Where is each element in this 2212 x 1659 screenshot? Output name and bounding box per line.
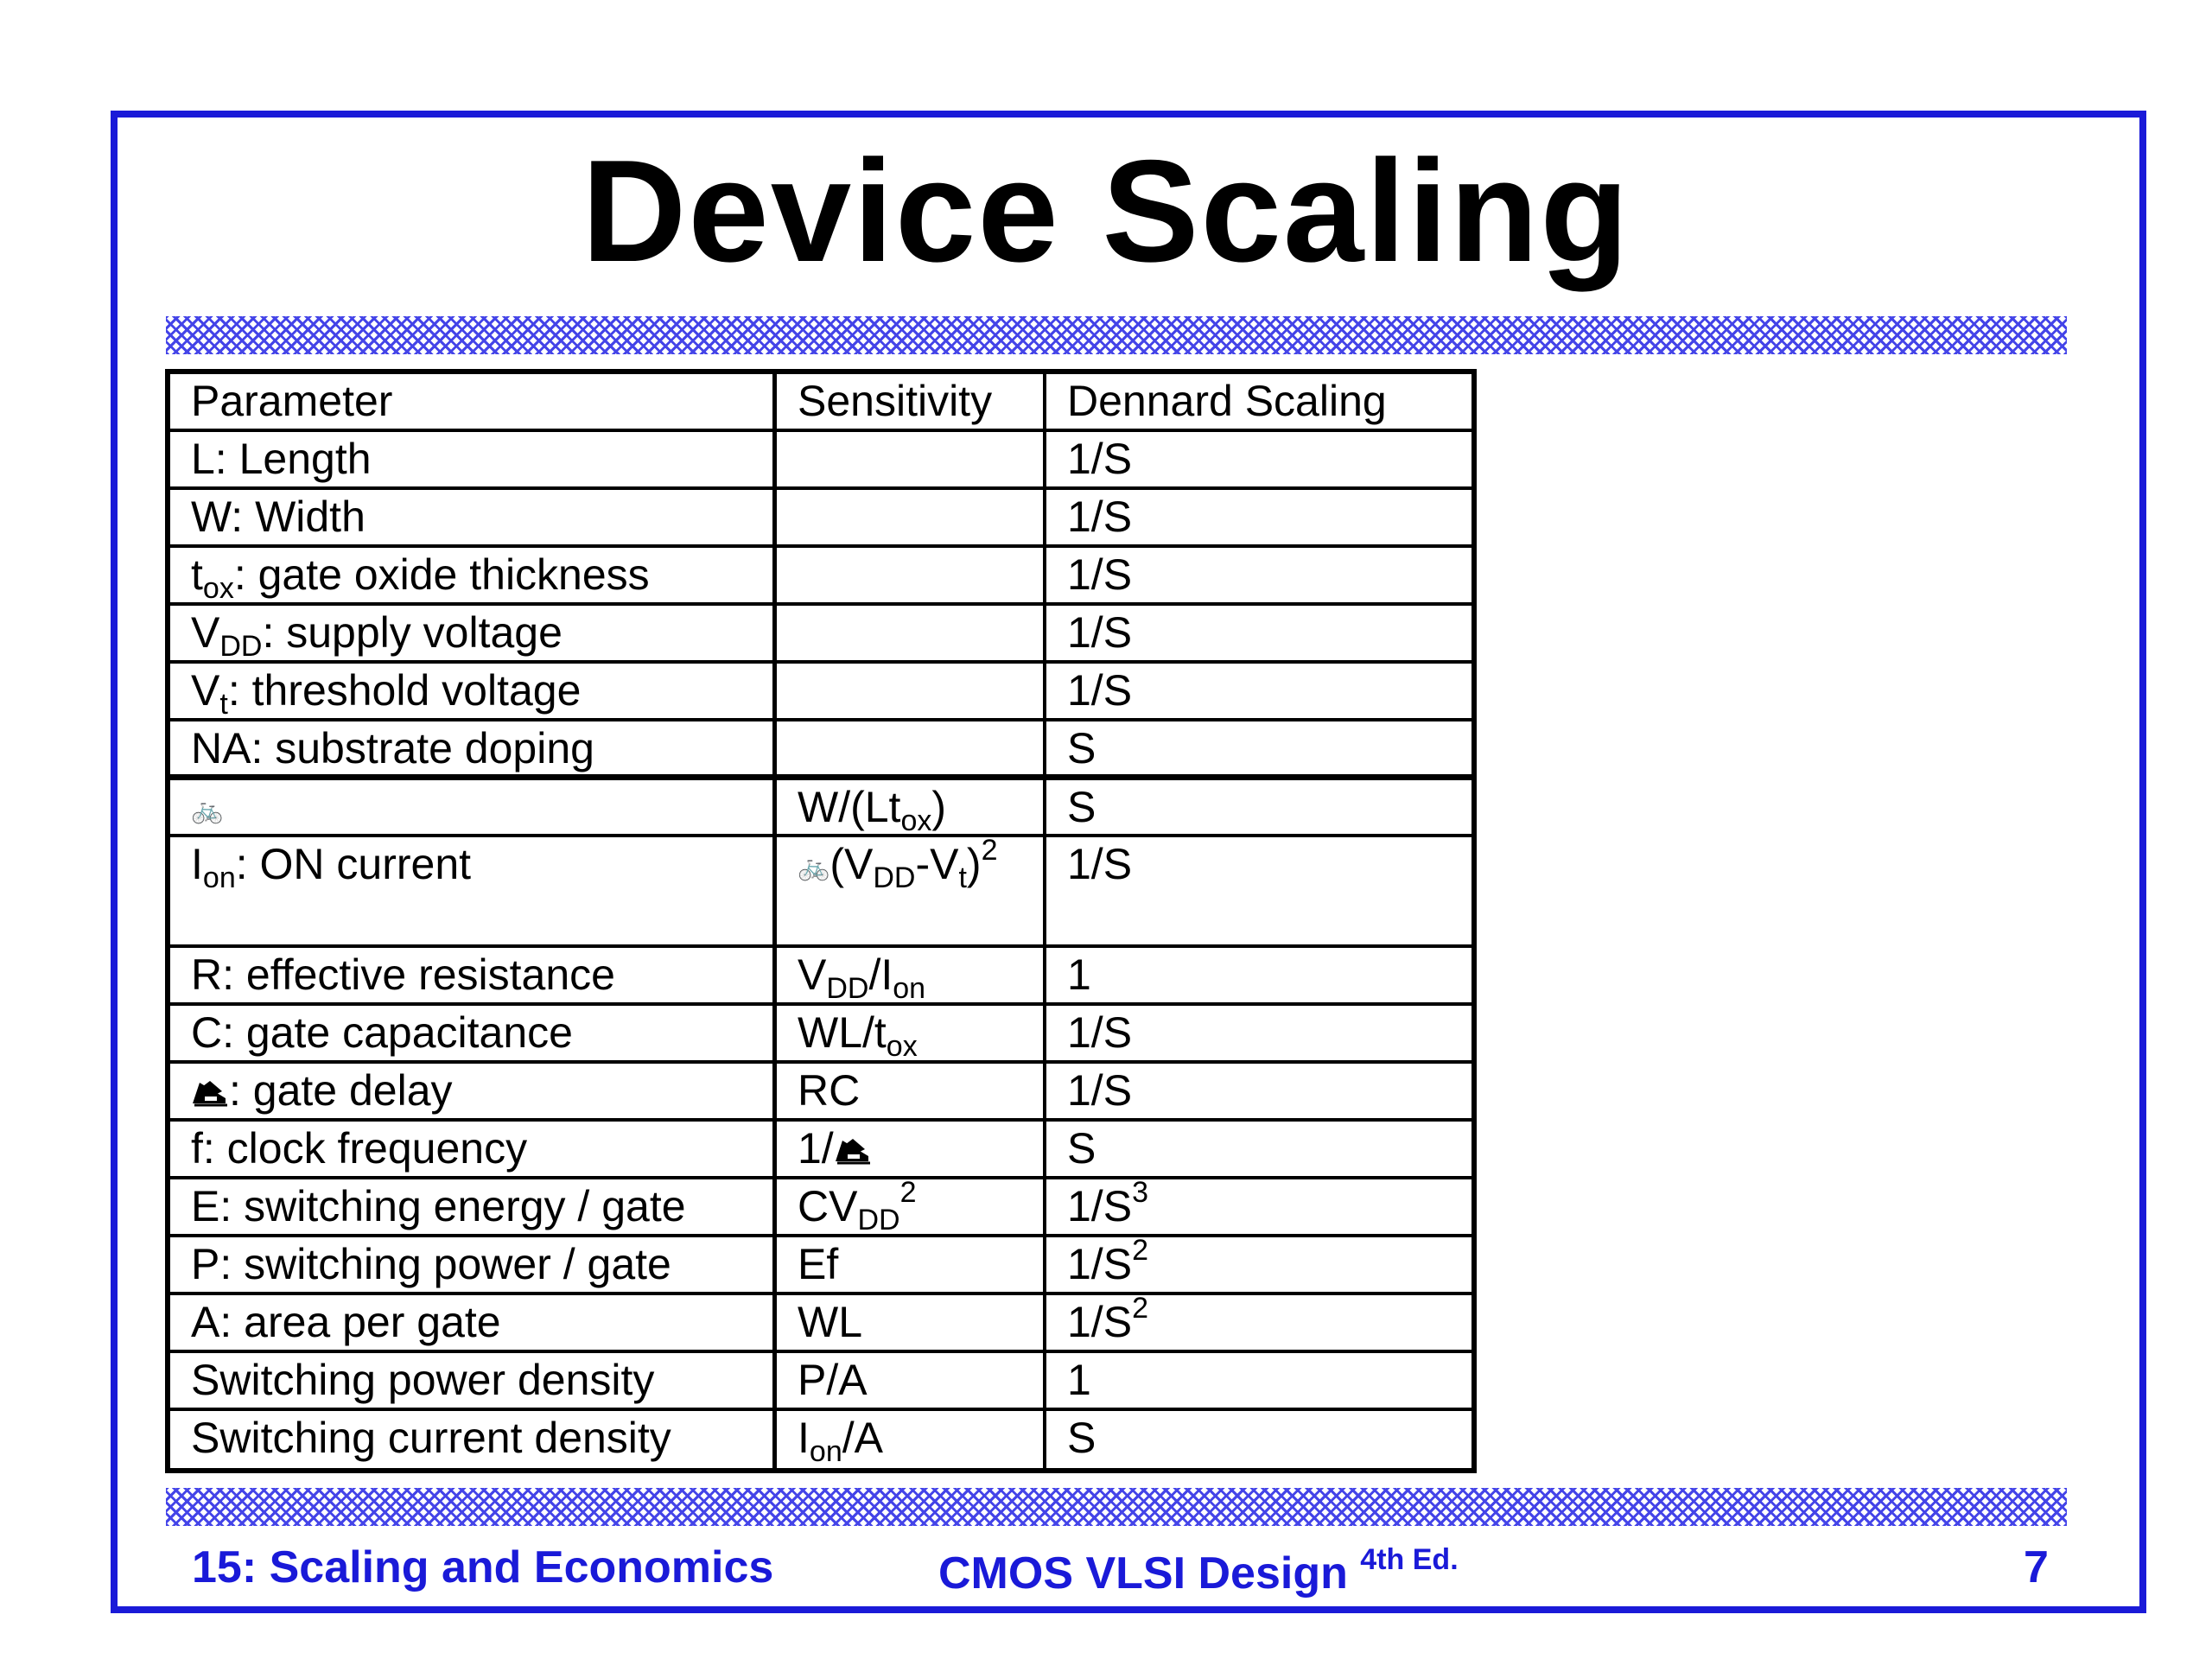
- table-row: [170, 780, 1471, 837]
- footer-edition: 4th Ed.: [1360, 1543, 1459, 1576]
- param-cell: Switching current density: [170, 1411, 777, 1468]
- sensitivity-cell: $V_{DD}/I_{on}$: [777, 948, 1046, 1002]
- sensitivity-cell: $W/(Lt_{ox})$: [777, 780, 1046, 834]
- dennard-cell: 1/S: [1067, 1008, 1133, 1057]
- table-row: [170, 1176, 1471, 1237]
- param-cell: $V_t$: threshold voltage: [170, 664, 777, 718]
- bottom-pattern-band: [166, 1488, 2067, 1526]
- sensitivity-cell: [777, 490, 1046, 544]
- table-row: [170, 432, 1471, 490]
- dennard-cell: 1: [1067, 950, 1091, 999]
- dennard-cell: S: [1067, 783, 1096, 831]
- param-cell: $I_{on}$: ON current: [170, 837, 777, 944]
- param-cell: NA: substrate doping: [170, 721, 777, 774]
- dennard-cell: 1/S: [1067, 1066, 1133, 1115]
- dennard-cell: S: [1067, 1124, 1096, 1173]
- sensitivity-cell: WL: [777, 1295, 1046, 1350]
- sensitivity-cell: $I_{on}/A$: [777, 1411, 1046, 1468]
- footer-page-number: 7: [2024, 1542, 2049, 1592]
- dennard-cell: $1/S^2$: [1067, 1234, 1148, 1288]
- param-cell: A: area per gate: [170, 1295, 777, 1350]
- param-cell: f: clock frequency: [170, 1122, 777, 1176]
- param-cell: $V_{DD}$: supply voltage: [170, 606, 777, 660]
- slide-title: Device Scaling: [582, 130, 1630, 292]
- param-cell: C: gate capacitance: [170, 1006, 777, 1060]
- sensitivity-cell: [777, 664, 1046, 718]
- table-row: [170, 1006, 1471, 1064]
- header-sensitivity: Sensitivity: [777, 374, 1046, 429]
- table-row: [170, 721, 1471, 780]
- sensitivity-cell: [777, 606, 1046, 660]
- dennard-cell: 1/S: [1067, 608, 1133, 657]
- param-cell: W: Width: [170, 490, 777, 544]
- param-cell: Switching power density: [170, 1353, 777, 1408]
- param-cell: E: switching energy / gate: [170, 1179, 777, 1234]
- table-row: [170, 1411, 1471, 1468]
- table-row: [170, 1353, 1471, 1411]
- sensitivity-cell: [777, 548, 1046, 602]
- dennard-cell: 1: [1067, 1356, 1091, 1404]
- scaling-table: [165, 369, 1477, 1473]
- dennard-cell: 1/S: [1067, 550, 1133, 599]
- dennard-cell: $1/S^3$: [1067, 1176, 1148, 1230]
- param-cell: $t_{ox}$: gate oxide thickness: [170, 548, 777, 602]
- table-row: [170, 1064, 1471, 1122]
- param-cell: : gate delay: [170, 1064, 777, 1118]
- table-row: [170, 834, 1471, 948]
- sensitivity-cell: Ef: [777, 1237, 1046, 1292]
- dennard-cell: $1/S^2$: [1067, 1292, 1148, 1346]
- sensitivity-cell: $WL/t_{ox}$: [777, 1006, 1046, 1060]
- bicycle-symbol-icon: 🚲: [191, 796, 224, 824]
- sensitivity-cell: $🚲(V_{DD}-V_t)^2$: [777, 837, 1046, 944]
- dennard-cell: S: [1067, 1414, 1096, 1462]
- param-cell: [170, 780, 777, 834]
- param-cell: P: switching power / gate: [170, 1237, 777, 1292]
- table-header-row: [170, 374, 1471, 432]
- delay-symbol-icon: [834, 1128, 872, 1158]
- sensitivity-cell: $CV_{DD}^2$: [777, 1179, 1046, 1234]
- table-row: [170, 1292, 1471, 1353]
- param-cell: L: Length: [170, 432, 777, 486]
- sensitivity-cell: [777, 721, 1046, 774]
- footer-chapter: 15: Scaling and Economics: [192, 1542, 774, 1592]
- sensitivity-cell: P/A: [777, 1353, 1046, 1408]
- table-row: [170, 948, 1471, 1006]
- table-row: [170, 664, 1471, 721]
- sensitivity-cell: RC: [777, 1064, 1046, 1118]
- param-cell: R: effective resistance: [170, 948, 777, 1002]
- dennard-cell: 1/S: [1067, 840, 1133, 888]
- dennard-cell: S: [1067, 724, 1096, 772]
- header-dennard-scaling: Dennard Scaling: [1067, 377, 1387, 425]
- table-row: [170, 1234, 1471, 1295]
- dennard-cell: 1/S: [1067, 435, 1133, 483]
- table-row: [170, 606, 1471, 664]
- top-pattern-band: [166, 316, 2067, 354]
- dennard-cell: 1/S: [1067, 493, 1133, 541]
- table-row: [170, 548, 1471, 606]
- sensitivity-cell: [777, 432, 1046, 486]
- delay-symbol-icon: [191, 1071, 229, 1100]
- table-row: [170, 1122, 1471, 1179]
- header-parameter: Parameter: [170, 374, 777, 429]
- table-row: [170, 490, 1471, 548]
- dennard-cell: 1/S: [1067, 666, 1133, 715]
- sensitivity-cell: 1/: [777, 1122, 1046, 1176]
- bicycle-symbol-icon: 🚲: [798, 853, 830, 881]
- footer-book-title: CMOS VLSI Design $^{4th Ed.}$: [938, 1543, 1459, 1599]
